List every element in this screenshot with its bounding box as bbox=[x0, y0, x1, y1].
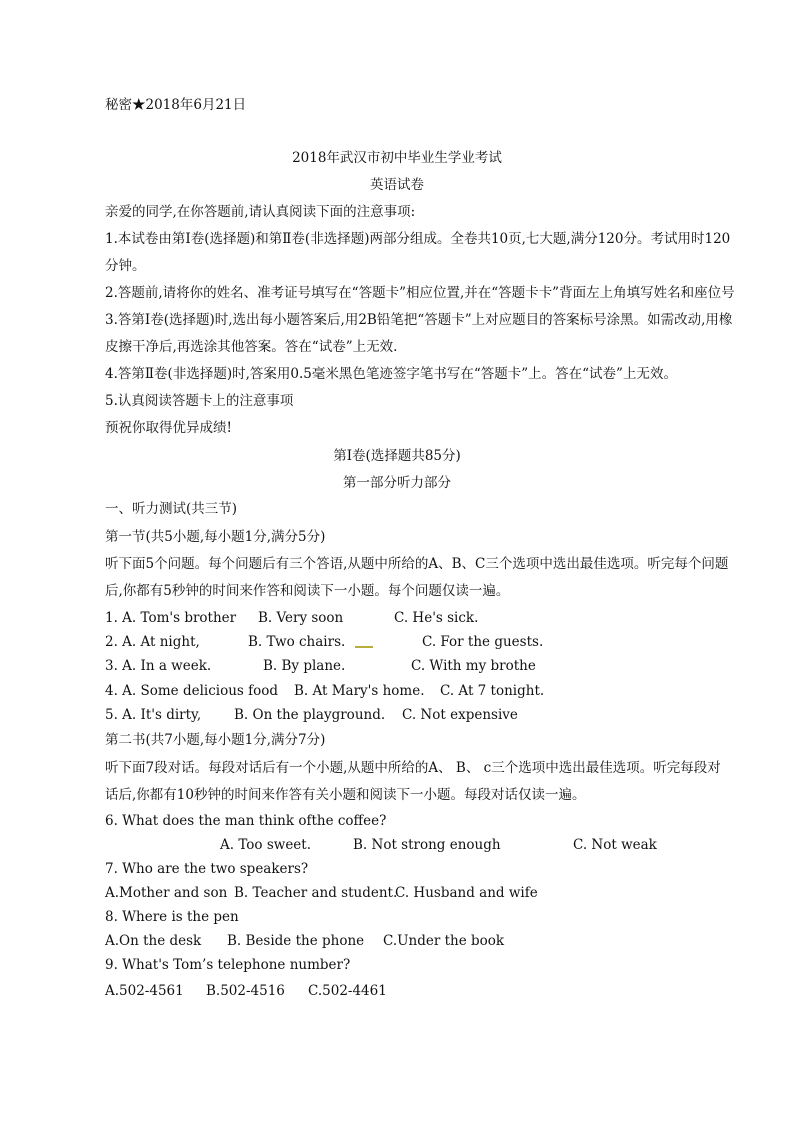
option-c: C. He's sick. bbox=[394, 610, 479, 626]
option-b: B. Beside the phone bbox=[227, 933, 365, 949]
exam-title: 2018年武汉市初中毕业生学业考试 bbox=[292, 150, 502, 166]
option-b: B. Very soon bbox=[258, 610, 344, 626]
option-c: C. At 7 tonight. bbox=[440, 683, 545, 699]
question-stem: 6. What does the man think ofthe coffee? bbox=[105, 813, 387, 829]
section-1-intro: 听下面5个问题。每个问题后有三个答语,从题中所给的A、B、C三个选项中选出最佳选项。听完每个问题 bbox=[105, 556, 729, 572]
notice-item-3: 3.答第Ⅰ卷(选择题)时,选出每小题答案后,用2B铅笔把“答题卡”上对应题目的答案标号涂黑。如需改动,用橡 bbox=[105, 312, 733, 328]
option-a: 2. A. At night, bbox=[105, 634, 200, 650]
option-b: B. At Mary's home. bbox=[294, 683, 425, 699]
section-1-intro-cont: 后,你都有5秒钟的时间来作答和阅读下一小题。每个问题仅读一遍。 bbox=[105, 583, 510, 599]
option-a: 1. A. Tom's brother bbox=[105, 610, 237, 626]
subject-title: 英语试卷 bbox=[370, 177, 424, 193]
section-1-heading: 第一节(共5小题,每小题1分,满分5分) bbox=[105, 529, 326, 545]
option-c: C.502-4461 bbox=[308, 983, 387, 999]
section-heading: 一、听力测试(共三节) bbox=[105, 501, 238, 517]
notice-wish: 预祝你取得优异成绩! bbox=[105, 420, 232, 436]
option-b: B. Two chairs. bbox=[248, 634, 346, 650]
option-a: 4. A. Some delicious food bbox=[105, 683, 279, 699]
option-c: C. With my brothe bbox=[411, 658, 536, 674]
option-a: 5. A. It's dirty, bbox=[105, 707, 202, 723]
notice-item-1-cont: 分钟。 bbox=[105, 258, 146, 274]
option-b: B.502-4516 bbox=[206, 983, 285, 999]
notice-item-2: 2.答题前,请将你的姓名、准考证号填写在“答题卡”相应位置,并在“答题卡卡”背面左上角填写姓名和座位号 bbox=[105, 285, 735, 301]
section-2-heading: 第二书(共7小题,每小题1分,满分7分) bbox=[105, 732, 326, 748]
option-b: B. On the playground. bbox=[234, 707, 386, 723]
notice-item-3-cont: 皮擦干净后,再选涂其他答案。答在“试卷”上无效. bbox=[105, 339, 398, 355]
highlight-mark bbox=[355, 646, 373, 648]
notice-greeting: 亲爱的同学,在你答题前,请认真阅读下面的注意事项: bbox=[105, 204, 416, 220]
section-2-intro: 听下面7段对话。每段对话后有一个小题,从题中所给的A、 B、 c三个选项中选出最佳选项。听完每段对 bbox=[105, 760, 721, 776]
section-2-intro-cont: 话后,你都有10秒钟的时间来作答有关小题和阅读下一小题。每段对话仅读一遍。 bbox=[105, 787, 586, 803]
notice-item-5: 5.认真阅读答题卡上的注意事项 bbox=[105, 393, 294, 409]
option-c: C. Not weak bbox=[573, 837, 657, 853]
option-a: A.Mother and son bbox=[105, 885, 228, 901]
option-c: C.Under the book bbox=[383, 933, 505, 949]
option-c: C. For the guests. bbox=[422, 634, 544, 650]
option-a: A.502-4561 bbox=[105, 983, 184, 999]
option-b: B. Teacher and student. bbox=[234, 885, 398, 901]
question-stem: 8. Where is the pen bbox=[105, 909, 239, 925]
question-stem: 7. Who are the two speakers? bbox=[105, 861, 309, 877]
volume-title: 第Ⅰ卷(选择题共85分) bbox=[333, 448, 461, 464]
option-c: C. Not expensive bbox=[402, 707, 518, 723]
notice-item-4: 4.答第Ⅱ卷(非选择题)时,答案用0.5毫米黑色笔迹签字笔书写在“答题卡”上。答在“试卷”上无效。 bbox=[105, 366, 677, 382]
part-title: 第一部分听力部分 bbox=[343, 475, 451, 491]
confidential-date: 秘密★2018年6月21日 bbox=[105, 97, 247, 113]
option-b: B. By plane. bbox=[263, 658, 346, 674]
option-a: A.On the desk bbox=[105, 933, 202, 949]
option-a: 3. A. In a week. bbox=[105, 658, 212, 674]
option-a: A. Too sweet. bbox=[220, 837, 312, 853]
option-c: C. Husband and wife bbox=[395, 885, 538, 901]
question-stem: 9. What's Tom’s telephone number? bbox=[105, 957, 351, 973]
notice-item-1: 1.本试卷由第Ⅰ卷(选择题)和第Ⅱ卷(非选择题)两部分组成。全卷共10页,七大题,满分120分。考试用时120 bbox=[105, 231, 731, 247]
option-b: B. Not strong enough bbox=[353, 837, 501, 853]
